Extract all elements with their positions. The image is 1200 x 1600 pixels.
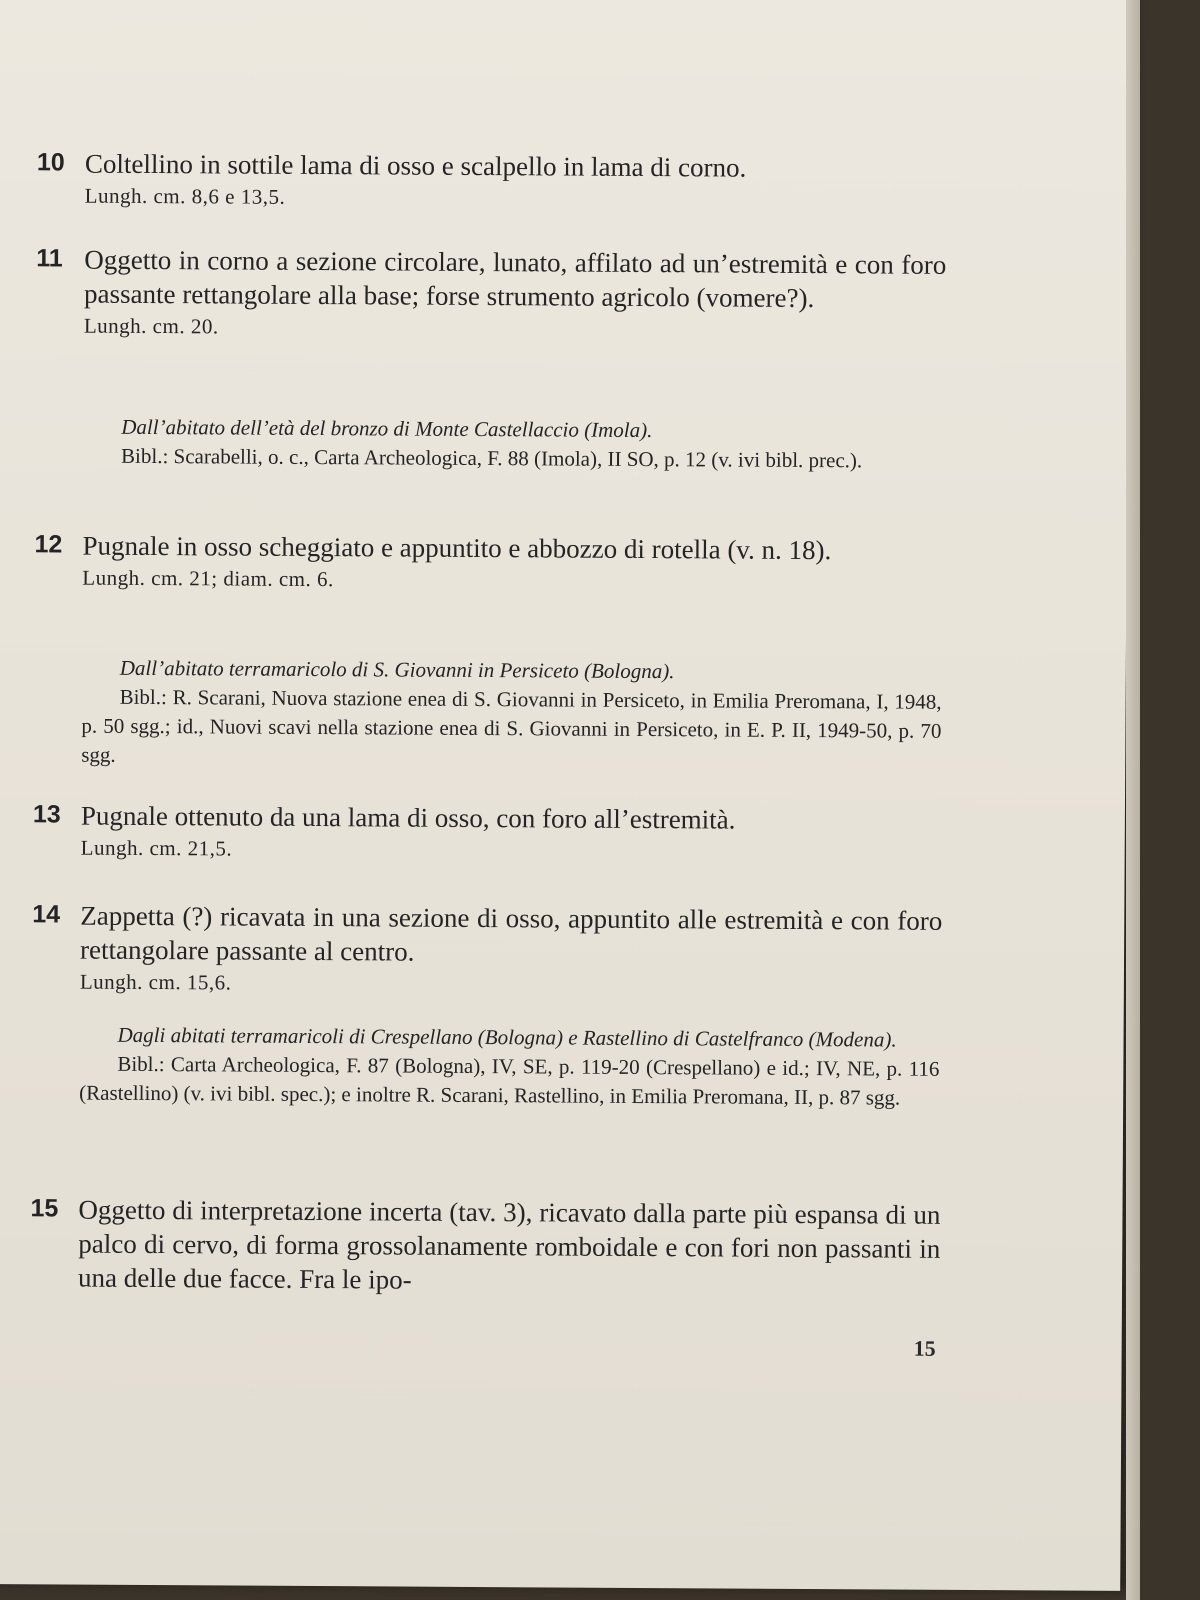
provenance-text: Dagli abitati terramaricoli di Crespellano (Bologna) e Rastellino di Castelfranco (Modena). xyxy=(117,1022,897,1052)
catalog-entry-12 xyxy=(34,528,944,598)
entry-description: Pugnale in osso scheggiato e appuntito e abbozzo di rotella (v. n. 18). xyxy=(82,530,832,566)
entry-number: 11 xyxy=(36,244,63,273)
entry-description: Oggetto di interpretazione incerta (tav. 3), ricavato dalla parte più espansa di un palco di cervo, di forma grossolanamente romboidale e con fori non passanti in una delle due facce. Fra le ipo- xyxy=(77,1194,941,1295)
entry-number: 10 xyxy=(36,148,65,177)
provenance-note xyxy=(79,1021,940,1113)
entry-number: 12 xyxy=(34,530,63,559)
bibliography-text: Bibl.: Scarabelli, o. c., Carta Archeologica, F. 88 (Imola), II SO, p. 12 (v. ivi bibl. prec.). xyxy=(121,443,863,473)
catalog-entry-11 xyxy=(36,242,947,346)
entry-description: Oggetto in corno a sezione circolare, lunato, affilato ad un’estremità e con foro passante rettangolare alla base; forse strumento agricolo (vomere?). xyxy=(83,244,947,314)
page-number: 15 xyxy=(913,1335,936,1361)
provenance-note xyxy=(83,413,943,476)
entry-measurements: Lungh. cm. 21; diam. cm. 6. xyxy=(82,565,334,592)
bibliography-text: Bibl.: Carta Archeologica, F. 87 (Bologna), IV, SE, p. 119-20 (Crespellano) e id.; IV, NE, p. 116 (Rastellino) (v. ivi bibl. spec.); e inoltre R. Scarani, Rastellino, in Emilia Preromana, II, p. 87 sgg. xyxy=(79,1051,940,1110)
entry-number: 14 xyxy=(32,900,61,929)
entry-measurements: Lungh. cm. 15,6. xyxy=(79,969,232,995)
catalog-entry-10 xyxy=(37,146,947,216)
entry-description: Coltellino in sottile lama di osso e scalpello in lama di corno. xyxy=(84,148,747,183)
bibliography-text: Bibl.: R. Scarani, Nuova stazione enea di S. Giovanni in Persiceto, in Emilia Preromana, I, 1948, p. 50 sgg.; id., Nuovi scavi nella stazione enea di S. Giovanni in Persiceto, in E. P. II, 1949-50, p. 70 sgg. xyxy=(81,684,942,767)
provenance-text: Dall’abitato dell’età del bronzo di Monte Castellaccio (Imola). xyxy=(121,414,653,443)
catalog-entry-13 xyxy=(33,798,943,868)
entry-description: Pugnale ottenuto da una lama di osso, con foro all’estremità. xyxy=(80,800,736,835)
page-edge xyxy=(1126,0,1140,1600)
provenance-text: Dall’abitato terramaricolo di S. Giovanni in Persiceto (Bologna). xyxy=(119,655,675,684)
entry-number: 15 xyxy=(30,1194,59,1223)
catalog-entry-14 xyxy=(32,898,943,1002)
entry-measurements: Lungh. cm. 21,5. xyxy=(80,835,233,861)
entry-measurements: Lungh. cm. 20. xyxy=(83,313,219,339)
provenance-note xyxy=(81,654,942,775)
entry-measurements: Lungh. cm. 8,6 e 13,5. xyxy=(84,183,286,209)
entry-number: 13 xyxy=(32,800,61,829)
catalog-entry-15 xyxy=(30,1192,941,1300)
entry-description: Zappetta (?) ricavata in una sezione di osso, appuntito alle estremità e con foro rettangolare passante al centro. xyxy=(79,900,943,967)
